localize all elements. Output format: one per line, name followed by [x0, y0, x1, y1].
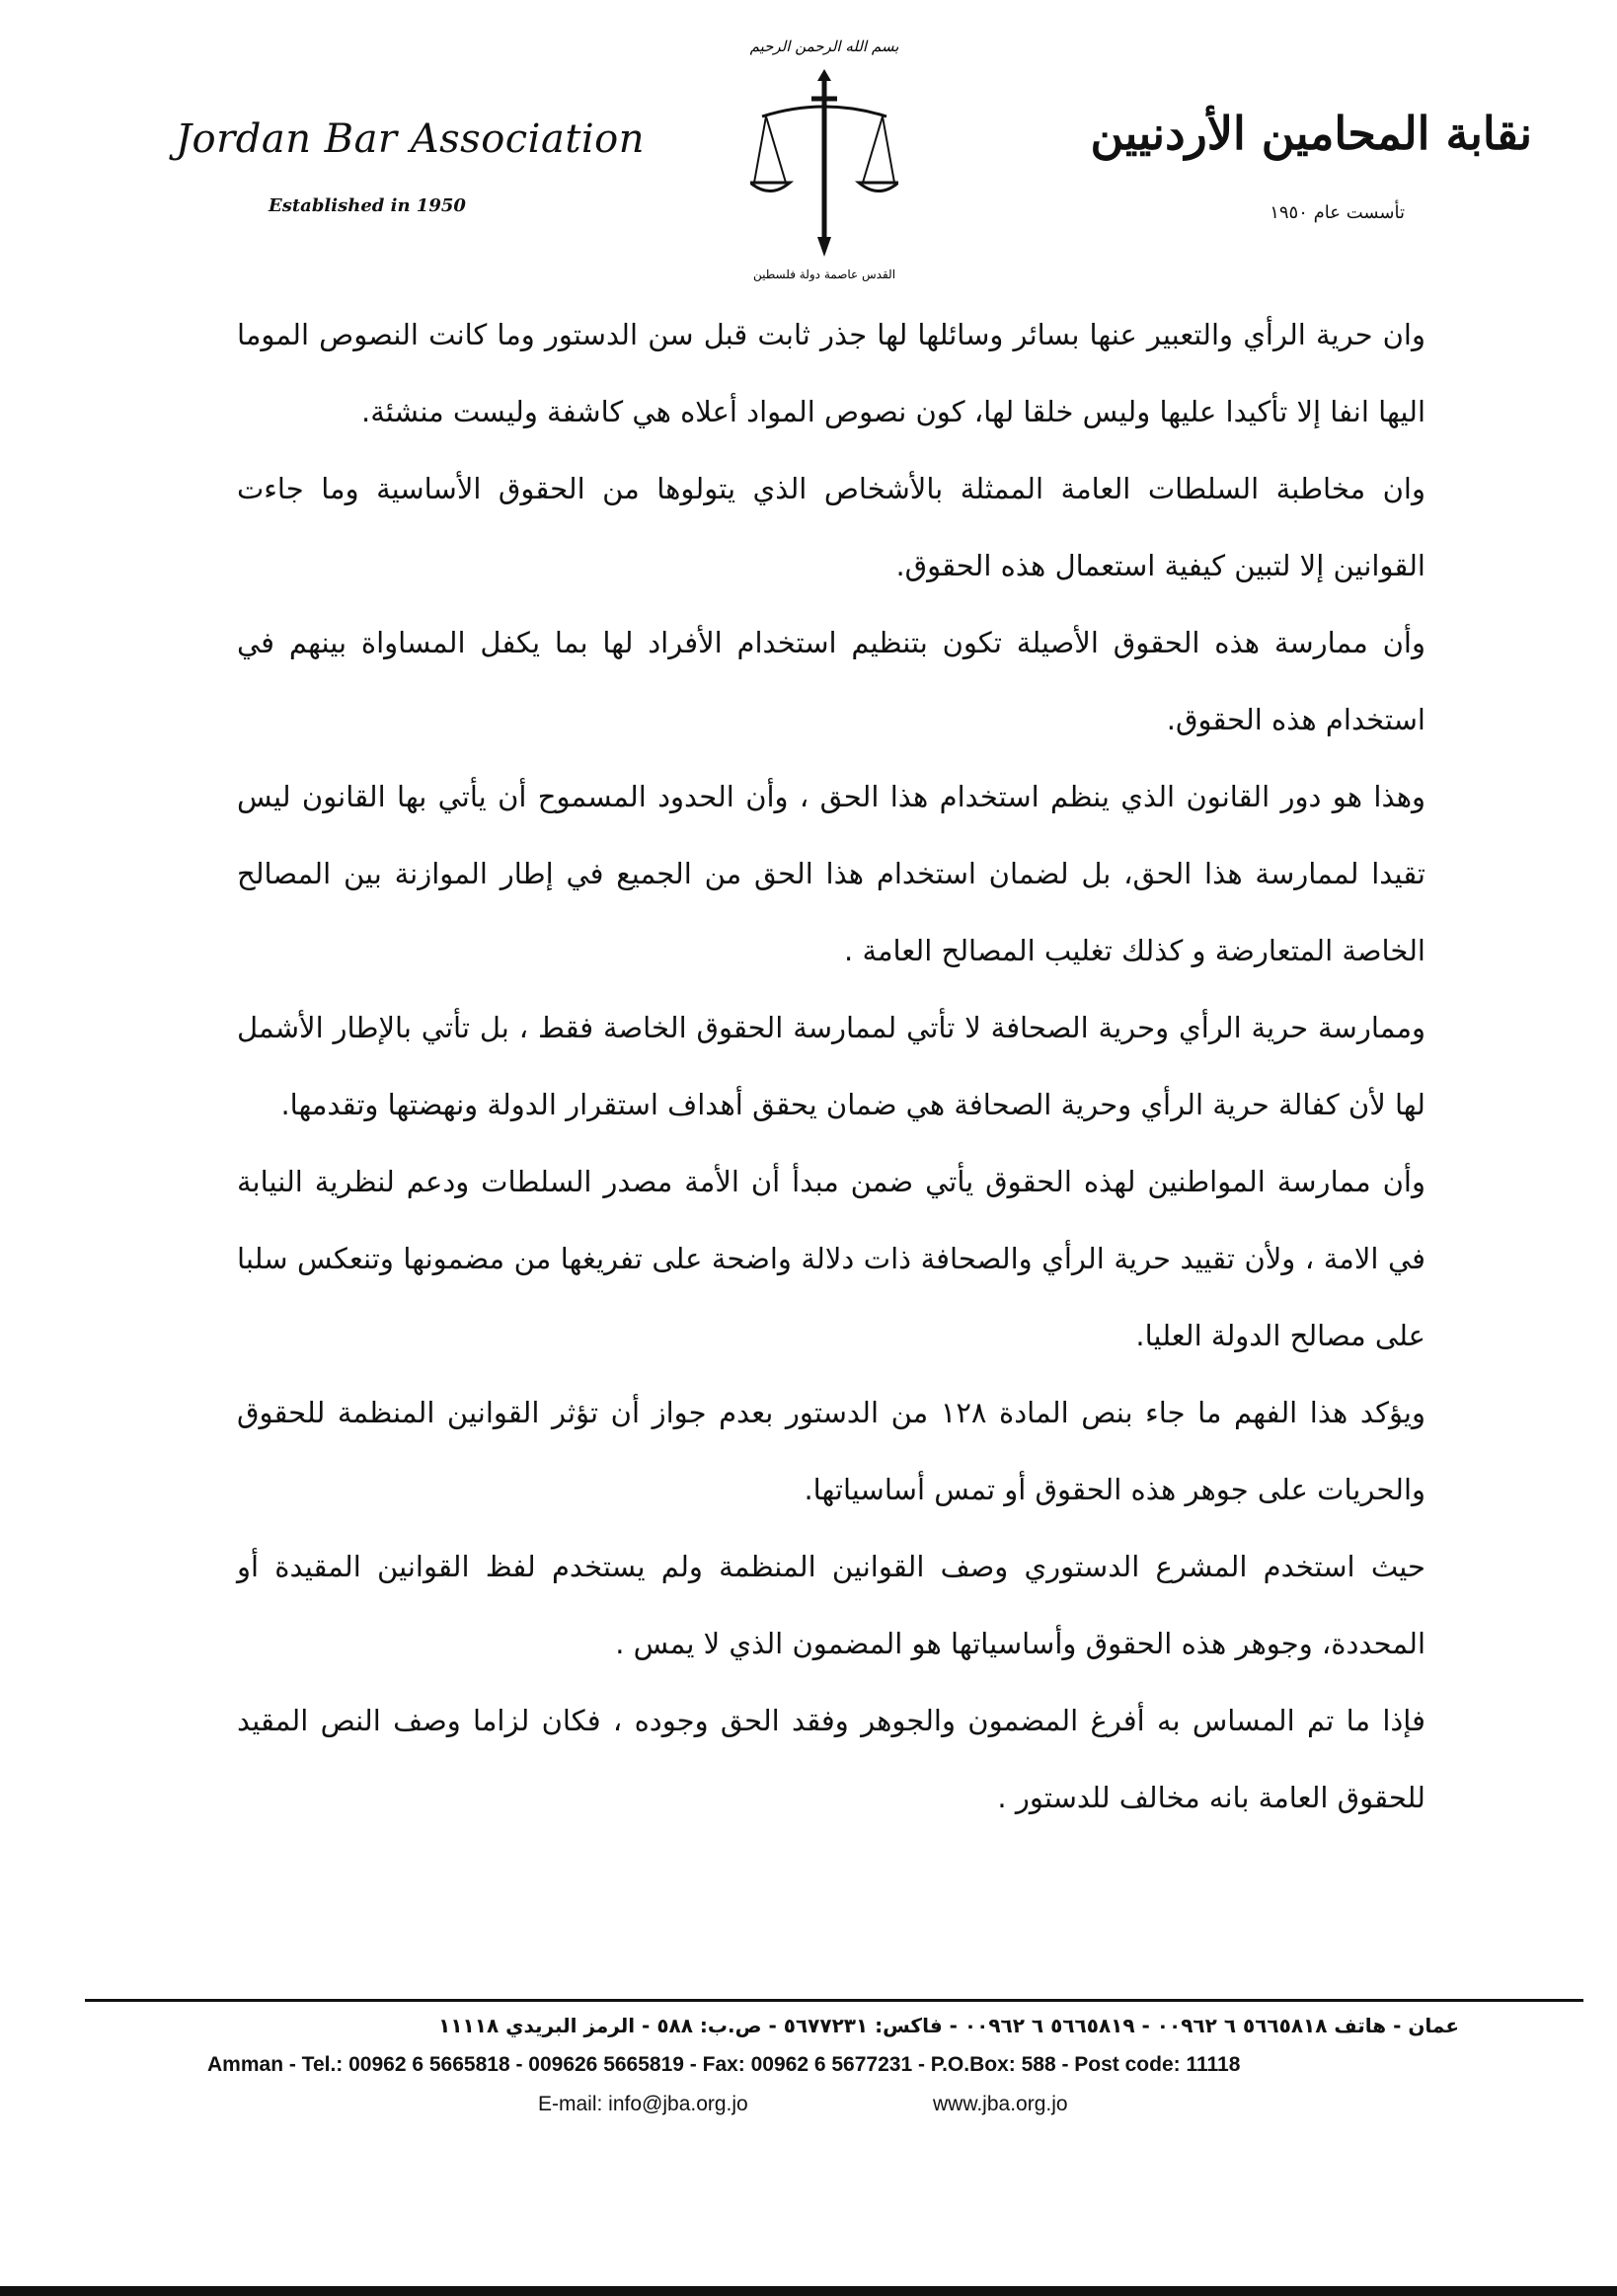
- body-paragraph: ويؤكد هذا الفهم ما جاء بنص المادة ١٢٨ من الدستور بعدم جواز أن تؤثر القوانين المنظمة للحقوق والحريات على جوهر هذه الحقوق أو تمس أساسياتها.: [237, 1396, 1425, 1506]
- body-paragraph: حيث استخدم المشرع الدستوري وصف القوانين المنظمة ولم يستخدم لفظ القوانين المقيدة أو المحددة، وجوهر هذه الحقوق وأساسياتها هو المضمون الذي لا يمس .: [237, 1550, 1425, 1660]
- scan-bottom-edge: [0, 2286, 1617, 2296]
- emblem-caption: القدس عاصمة دولة فلسطين: [752, 268, 896, 281]
- arabic-association-name: نقابة المحامين الأردنيين: [1090, 107, 1532, 160]
- english-established-date: Established in 1950: [269, 195, 466, 216]
- footer-english-contact: Amman - Tel.: 00962 6 5665818 - 009626 5665819 - Fax: 00962 6 5677231 - P.O.Box: 588 - Post code: 11118: [207, 2053, 1241, 2076]
- footer-email[interactable]: E-mail: info@jba.org.jo: [538, 2093, 748, 2115]
- body-paragraph: فإذا ما تم المساس به أفرغ المضمون والجوهر وفقد الحق وجوده ، فكان لزاما وصف النص المقيد للحقوق العامة بانه مخالف للدستور .: [237, 1704, 1425, 1814]
- scales-of-justice-icon: [750, 20, 898, 286]
- footer-website[interactable]: www.jba.org.jo: [933, 2093, 1068, 2115]
- footer-arabic-contact: عمان - هاتف ٥٦٦٥٨١٨ ٦ ٠٠٩٦٢ - ٥٦٦٥٨١٩ ٦ ٠٠٩٦٢ - فاكس: ٥٦٧٧٢٣١ - ص.ب: ٥٨٨ - الرمز البريدي ١١١١٨: [438, 2014, 1459, 2037]
- body-paragraph: وان مخاطبة السلطات العامة الممثلة بالأشخاص الذي يتولوها من الحقوق الأساسية وما جاءت القوانين إلا لتبين كيفية استعمال هذه الحقوق.: [237, 472, 1425, 582]
- body-paragraph: وممارسة حرية الرأي وحرية الصحافة لا تأتي لممارسة الحقوق الخاصة فقط ، بل تأتي بالإطار الأشمل لها لأن كفالة حرية الرأي وحرية الصحافة هي ضمان يحقق أهداف استقرار الدولة ونهضتها وتقدمها.: [237, 1011, 1425, 1121]
- body-paragraph: وان حرية الرأي والتعبير عنها بسائر وسائلها لها جذر ثابت قبل سن الدستور وما كانت النصوص الموما اليها انفا إلا تأكيدا عليها وليس خلقا لها، كون نصوص المواد أعلاه هي كاشفة وليست منشئة.: [237, 318, 1425, 428]
- body-paragraph: وأن ممارسة المواطنين لهذه الحقوق يأتي ضمن مبدأ أن الأمة مصدر السلطات ودعم لنظرية النيابة في الامة ، ولأن تقييد حرية الرأي والصحافة ذات دلالة واضحة على تفريغها من مضمونها وتنعكس سلبا على مصالح الدولة العليا.: [237, 1165, 1425, 1352]
- arabic-established-date: تأسست عام ١٩٥٠: [1270, 202, 1405, 223]
- footer-divider: [85, 1999, 1583, 2002]
- body-paragraph: وهذا هو دور القانون الذي ينظم استخدام هذا الحق ، وأن الحدود المسموح أن يأتي بها القانون ليس تقيدا لممارسة هذا الحق، بل لضمان استخدام هذا الحق من الجميع في إطار الموازنة بين المصالح الخاصة المتعارضة و كذلك تغليب المصالح العامة .: [237, 780, 1425, 967]
- basmala-text: بسم الله الرحمن الرحيم: [750, 38, 898, 55]
- letter-body: [237, 296, 1425, 1836]
- body-paragraph: وأن ممارسة هذه الحقوق الأصيلة تكون بتنظيم استخدام الأفراد لها بما يكفل المساواة بينهم في استخدام هذه الحقوق.: [237, 626, 1425, 736]
- english-association-name: Jordan Bar Association: [176, 116, 646, 162]
- letterhead: [0, 0, 1617, 296]
